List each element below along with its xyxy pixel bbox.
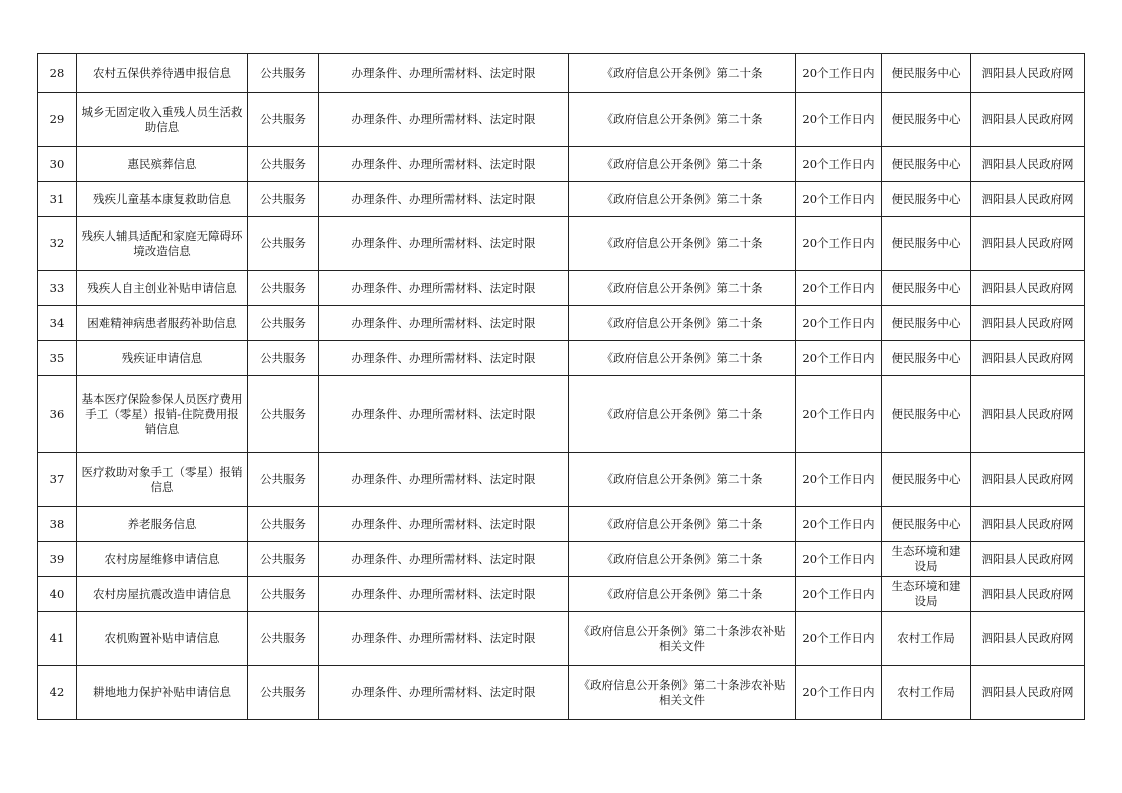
responsible-agency-cell: 便民服务中心 — [882, 93, 971, 147]
disclosure-content-cell: 办理条件、办理所需材料、法定时限 — [319, 612, 569, 666]
item-name-cell: 残疾证申请信息 — [77, 341, 248, 376]
legal-basis-cell: 《政府信息公开条例》第二十条 — [569, 182, 796, 217]
publication-channel-cell: 泗阳县人民政府网 — [971, 147, 1085, 182]
publication-channel-cell: 泗阳县人民政府网 — [971, 306, 1085, 341]
item-name-cell: 基本医疗保险参保人员医疗费用手工（零星）报销-住院费用报销信息 — [77, 376, 248, 453]
row-number-cell: 37 — [38, 453, 77, 507]
category-cell: 公共服务 — [248, 147, 319, 182]
legal-basis-cell: 《政府信息公开条例》第二十条 — [569, 217, 796, 271]
publication-channel-cell: 泗阳县人民政府网 — [971, 542, 1085, 577]
table-row — [38, 54, 1085, 93]
disclosure-content-cell: 办理条件、办理所需材料、法定时限 — [319, 217, 569, 271]
table-row — [38, 453, 1085, 507]
publication-channel-cell: 泗阳县人民政府网 — [971, 666, 1085, 720]
publication-channel-cell: 泗阳县人民政府网 — [971, 182, 1085, 217]
publication-channel-cell: 泗阳县人民政府网 — [971, 271, 1085, 306]
legal-basis-cell: 《政府信息公开条例》第二十条 — [569, 271, 796, 306]
row-number-cell: 36 — [38, 376, 77, 453]
disclosure-content-cell: 办理条件、办理所需材料、法定时限 — [319, 542, 569, 577]
legal-basis-cell: 《政府信息公开条例》第二十条 — [569, 453, 796, 507]
responsible-agency-cell: 便民服务中心 — [882, 306, 971, 341]
row-number-cell: 28 — [38, 54, 77, 93]
item-name-cell: 医疗救助对象手工（零星）报销信息 — [77, 453, 248, 507]
legal-basis-cell: 《政府信息公开条例》第二十条 — [569, 507, 796, 542]
row-number-cell: 29 — [38, 93, 77, 147]
row-number-cell: 42 — [38, 666, 77, 720]
row-number-cell: 30 — [38, 147, 77, 182]
category-cell: 公共服务 — [248, 54, 319, 93]
disclosure-content-cell: 办理条件、办理所需材料、法定时限 — [319, 54, 569, 93]
time-limit-cell: 20个工作日内 — [796, 271, 882, 306]
legal-basis-cell: 《政府信息公开条例》第二十条 — [569, 542, 796, 577]
responsible-agency-cell: 便民服务中心 — [882, 341, 971, 376]
item-name-cell: 惠民殡葬信息 — [77, 147, 248, 182]
table-row — [38, 577, 1085, 612]
category-cell: 公共服务 — [248, 93, 319, 147]
time-limit-cell: 20个工作日内 — [796, 93, 882, 147]
item-name-cell: 农村房屋维修申请信息 — [77, 542, 248, 577]
time-limit-cell: 20个工作日内 — [796, 341, 882, 376]
item-name-cell: 农村房屋抗震改造申请信息 — [77, 577, 248, 612]
disclosure-table — [37, 53, 1085, 720]
disclosure-content-cell: 办理条件、办理所需材料、法定时限 — [319, 341, 569, 376]
responsible-agency-cell: 便民服务中心 — [882, 453, 971, 507]
item-name-cell: 残疾儿童基本康复救助信息 — [77, 182, 248, 217]
table-row — [38, 93, 1085, 147]
legal-basis-cell: 《政府信息公开条例》第二十条 — [569, 147, 796, 182]
publication-channel-cell: 泗阳县人民政府网 — [971, 507, 1085, 542]
category-cell: 公共服务 — [248, 666, 319, 720]
row-number-cell: 41 — [38, 612, 77, 666]
category-cell: 公共服务 — [248, 182, 319, 217]
disclosure-content-cell: 办理条件、办理所需材料、法定时限 — [319, 271, 569, 306]
category-cell: 公共服务 — [248, 577, 319, 612]
time-limit-cell: 20个工作日内 — [796, 306, 882, 341]
category-cell: 公共服务 — [248, 306, 319, 341]
responsible-agency-cell: 便民服务中心 — [882, 271, 971, 306]
time-limit-cell: 20个工作日内 — [796, 666, 882, 720]
row-number-cell: 32 — [38, 217, 77, 271]
disclosure-content-cell: 办理条件、办理所需材料、法定时限 — [319, 376, 569, 453]
table-row — [38, 217, 1085, 271]
table-row — [38, 507, 1085, 542]
time-limit-cell: 20个工作日内 — [796, 507, 882, 542]
publication-channel-cell: 泗阳县人民政府网 — [971, 376, 1085, 453]
category-cell: 公共服务 — [248, 217, 319, 271]
publication-channel-cell: 泗阳县人民政府网 — [971, 453, 1085, 507]
category-cell: 公共服务 — [248, 271, 319, 306]
item-name-cell: 耕地地力保护补贴申请信息 — [77, 666, 248, 720]
publication-channel-cell: 泗阳县人民政府网 — [971, 612, 1085, 666]
responsible-agency-cell: 便民服务中心 — [882, 54, 971, 93]
time-limit-cell: 20个工作日内 — [796, 182, 882, 217]
table-row — [38, 271, 1085, 306]
category-cell: 公共服务 — [248, 376, 319, 453]
publication-channel-cell: 泗阳县人民政府网 — [971, 341, 1085, 376]
table-row — [38, 376, 1085, 453]
table-row — [38, 542, 1085, 577]
responsible-agency-cell: 便民服务中心 — [882, 376, 971, 453]
time-limit-cell: 20个工作日内 — [796, 217, 882, 271]
table-row — [38, 612, 1085, 666]
time-limit-cell: 20个工作日内 — [796, 612, 882, 666]
time-limit-cell: 20个工作日内 — [796, 542, 882, 577]
legal-basis-cell: 《政府信息公开条例》第二十条 — [569, 376, 796, 453]
category-cell: 公共服务 — [248, 507, 319, 542]
row-number-cell: 34 — [38, 306, 77, 341]
publication-channel-cell: 泗阳县人民政府网 — [971, 217, 1085, 271]
table-row — [38, 306, 1085, 341]
time-limit-cell: 20个工作日内 — [796, 147, 882, 182]
legal-basis-cell: 《政府信息公开条例》第二十条 — [569, 306, 796, 341]
disclosure-content-cell: 办理条件、办理所需材料、法定时限 — [319, 147, 569, 182]
publication-channel-cell: 泗阳县人民政府网 — [971, 93, 1085, 147]
time-limit-cell: 20个工作日内 — [796, 54, 882, 93]
time-limit-cell: 20个工作日内 — [796, 453, 882, 507]
category-cell: 公共服务 — [248, 612, 319, 666]
legal-basis-cell: 《政府信息公开条例》第二十条涉农补贴相关文件 — [569, 612, 796, 666]
table-row — [38, 341, 1085, 376]
responsible-agency-cell: 便民服务中心 — [882, 217, 971, 271]
responsible-agency-cell: 农村工作局 — [882, 666, 971, 720]
responsible-agency-cell: 便民服务中心 — [882, 182, 971, 217]
row-number-cell: 33 — [38, 271, 77, 306]
time-limit-cell: 20个工作日内 — [796, 577, 882, 612]
disclosure-content-cell: 办理条件、办理所需材料、法定时限 — [319, 577, 569, 612]
disclosure-content-cell: 办理条件、办理所需材料、法定时限 — [319, 666, 569, 720]
item-name-cell: 农村五保供养待遇申报信息 — [77, 54, 248, 93]
responsible-agency-cell: 生态环境和建设局 — [882, 542, 971, 577]
disclosure-content-cell: 办理条件、办理所需材料、法定时限 — [319, 453, 569, 507]
item-name-cell: 养老服务信息 — [77, 507, 248, 542]
legal-basis-cell: 《政府信息公开条例》第二十条涉农补贴相关文件 — [569, 666, 796, 720]
row-number-cell: 39 — [38, 542, 77, 577]
legal-basis-cell: 《政府信息公开条例》第二十条 — [569, 54, 796, 93]
time-limit-cell: 20个工作日内 — [796, 376, 882, 453]
category-cell: 公共服务 — [248, 341, 319, 376]
table-row — [38, 666, 1085, 720]
responsible-agency-cell: 农村工作局 — [882, 612, 971, 666]
publication-channel-cell: 泗阳县人民政府网 — [971, 577, 1085, 612]
legal-basis-cell: 《政府信息公开条例》第二十条 — [569, 577, 796, 612]
item-name-cell: 农机购置补贴申请信息 — [77, 612, 248, 666]
item-name-cell: 残疾人自主创业补贴申请信息 — [77, 271, 248, 306]
disclosure-content-cell: 办理条件、办理所需材料、法定时限 — [319, 93, 569, 147]
category-cell: 公共服务 — [248, 542, 319, 577]
row-number-cell: 40 — [38, 577, 77, 612]
disclosure-content-cell: 办理条件、办理所需材料、法定时限 — [319, 182, 569, 217]
legal-basis-cell: 《政府信息公开条例》第二十条 — [569, 341, 796, 376]
responsible-agency-cell: 便民服务中心 — [882, 507, 971, 542]
table-row — [38, 147, 1085, 182]
item-name-cell: 困难精神病患者服药补助信息 — [77, 306, 248, 341]
row-number-cell: 38 — [38, 507, 77, 542]
table-row — [38, 182, 1085, 217]
item-name-cell: 城乡无固定收入重残人员生活救助信息 — [77, 93, 248, 147]
responsible-agency-cell: 便民服务中心 — [882, 147, 971, 182]
responsible-agency-cell: 生态环境和建设局 — [882, 577, 971, 612]
legal-basis-cell: 《政府信息公开条例》第二十条 — [569, 93, 796, 147]
publication-channel-cell: 泗阳县人民政府网 — [971, 54, 1085, 93]
disclosure-content-cell: 办理条件、办理所需材料、法定时限 — [319, 507, 569, 542]
row-number-cell: 31 — [38, 182, 77, 217]
item-name-cell: 残疾人辅具适配和家庭无障碍环境改造信息 — [77, 217, 248, 271]
row-number-cell: 35 — [38, 341, 77, 376]
category-cell: 公共服务 — [248, 453, 319, 507]
disclosure-content-cell: 办理条件、办理所需材料、法定时限 — [319, 306, 569, 341]
